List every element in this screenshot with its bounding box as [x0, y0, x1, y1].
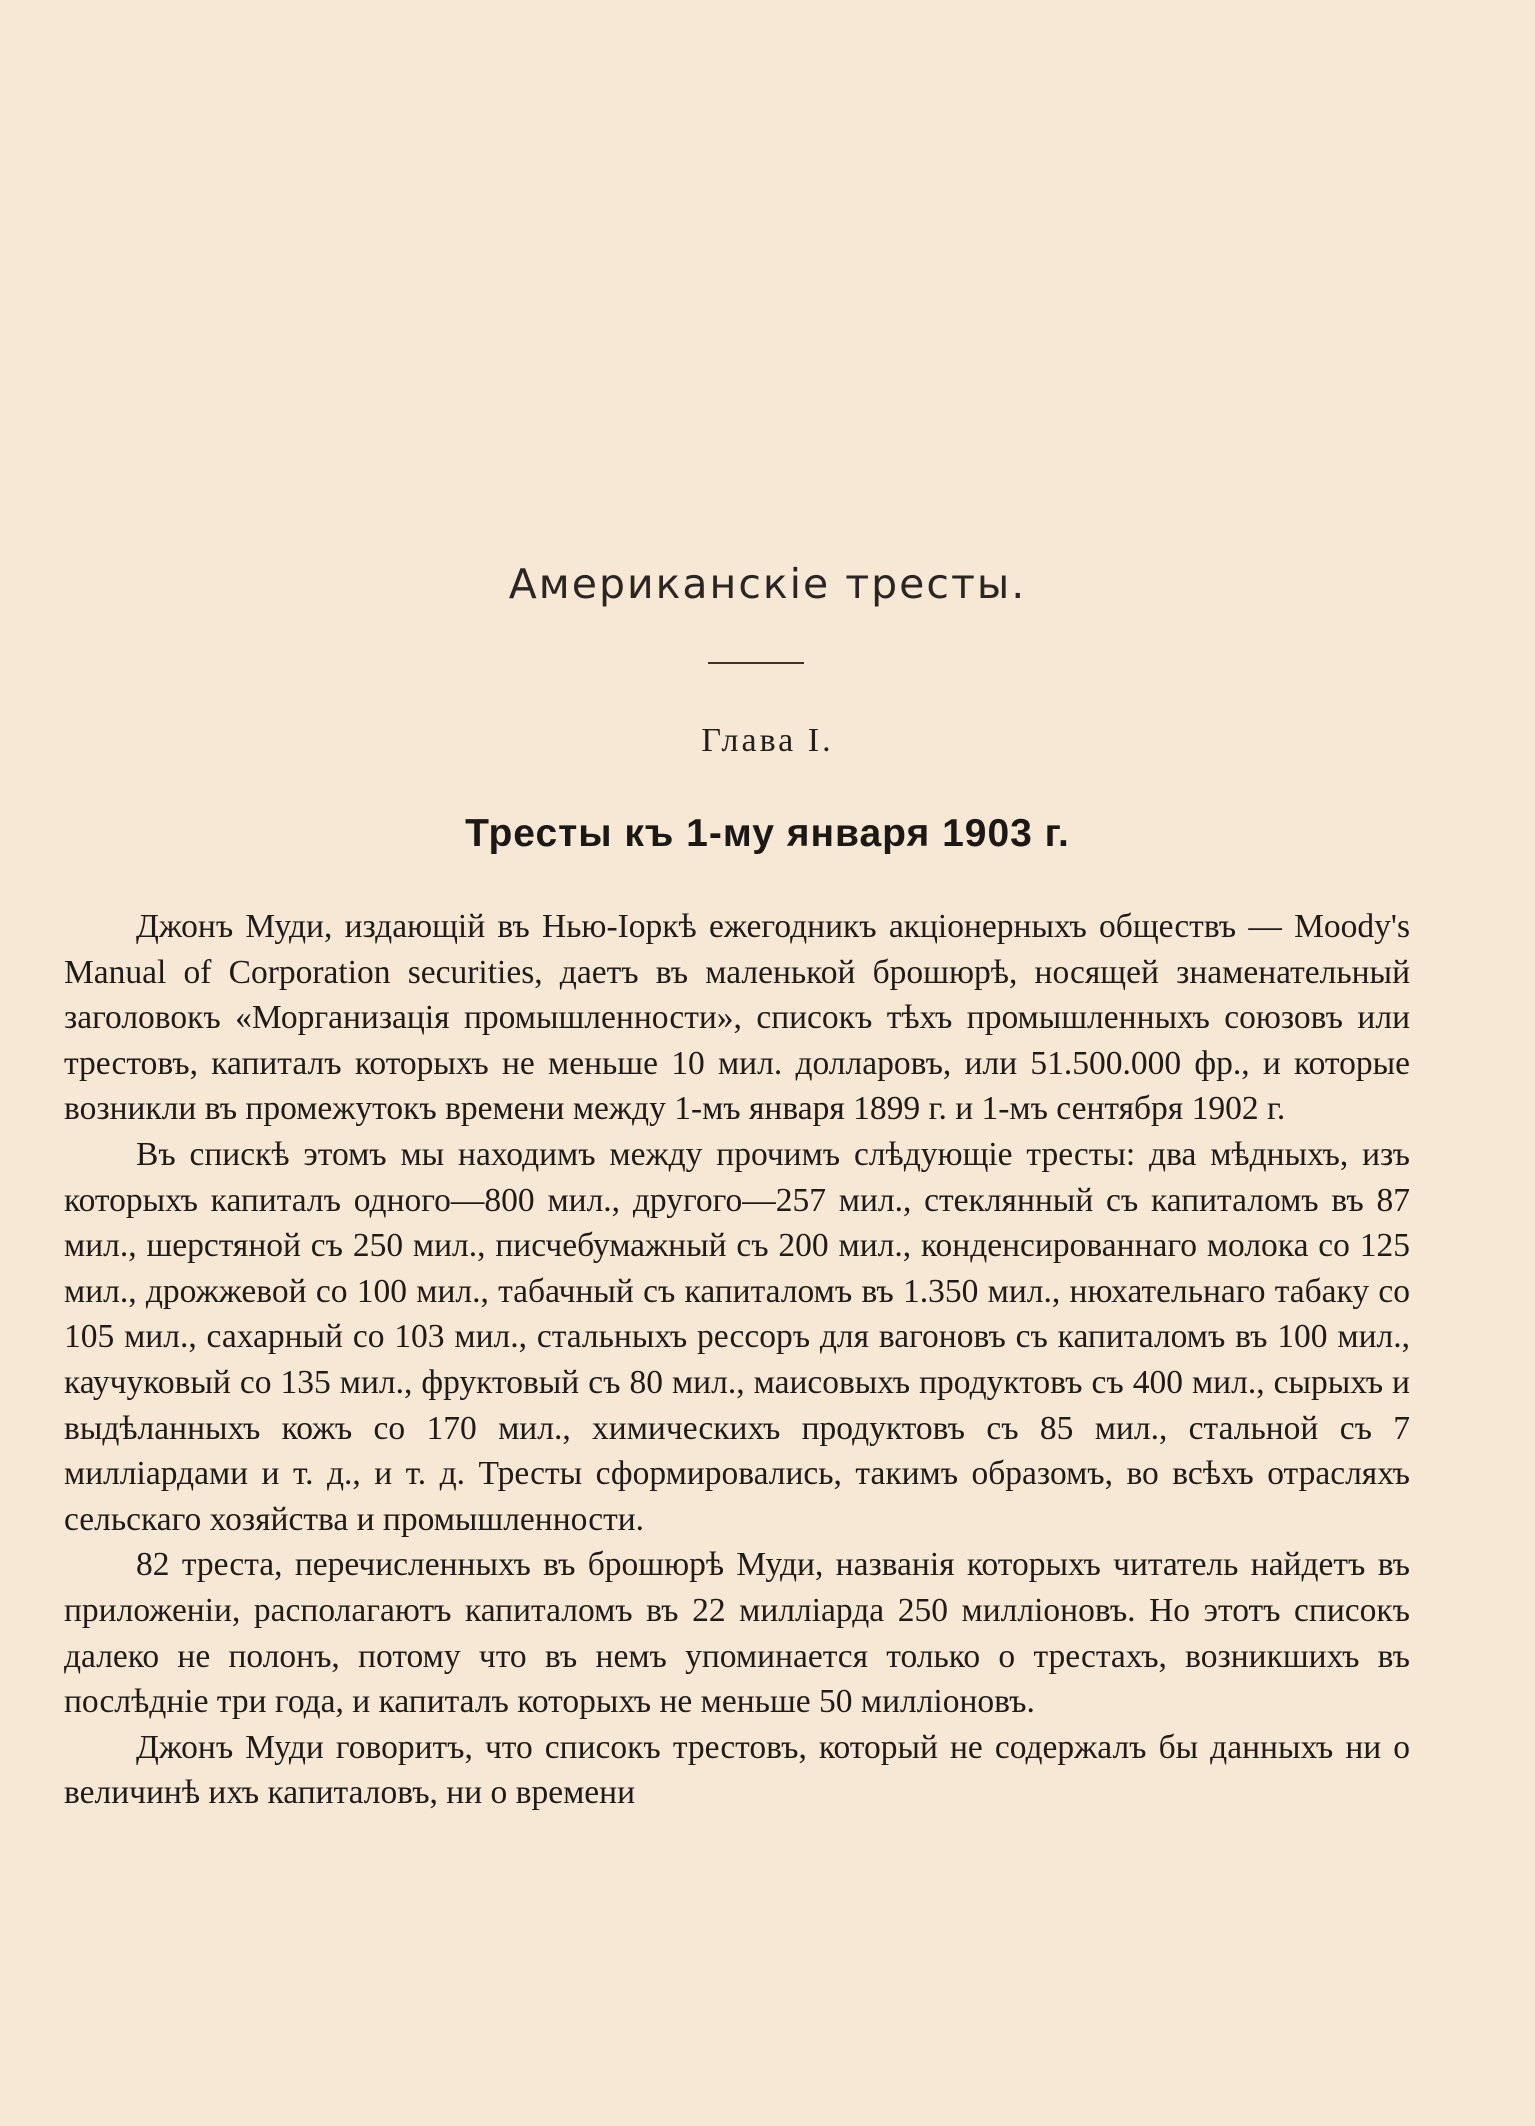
paragraph-3: 82 треста, перечисленныхъ въ брошюрѣ Муди, названія которыхъ читатель найдетъ въ приложеніи, располагаютъ капиталомъ въ 22 милліарда 250 милліоновъ. Но этотъ списокъ далеко не полонъ, потому что въ немъ упоминается только о трестахъ, возникшихъ въ послѣдніе три года, и капиталъ которыхъ не меньше 50 милліоновъ.	[64, 1546, 1410, 1721]
book-title: Американскіе тресты.	[508, 560, 1027, 608]
paragraph-4: Джонъ Муди говоритъ, что списокъ трестовъ, который не содержалъ бы данныхъ ни о величинѣ ихъ капиталовъ, ни о времени	[64, 1728, 1410, 1812]
paragraph-2: Въ спискѣ этомъ мы находимъ между прочимъ слѣдующіе тресты: два мѣдныхъ, изъ которыхъ капиталъ одного—800 мил., другого—257 мил., стеклянный съ капиталомъ въ 87 мил., шерстяной съ 250 мил., писчебумажный съ 200 мил., конденсированнаго молока со 125 мил., дрожжевой со 100 мил., табачный съ капиталомъ въ 1.350 мил., нюхательнаго табаку со 105 мил., сахарный со 103 мил., стальныхъ рессоръ для вагоновъ съ капиталомъ въ 100 мил., каучуковый со 135 мил., фруктовый съ 80 мил., маисовыхъ продуктовъ съ 400 мил., сырыхъ и выдѣланныхъ кожъ со 170 мил., химическихъ продуктовъ съ 85 мил., стальной съ 7 милліардами и т. д., и т. д. Тресты сформировались, такимъ образомъ, во всѣхъ отрасляхъ сельскаго хозяйства и промышленности.	[64, 1135, 1410, 1538]
paragraph-1: Джонъ Муди, издающій въ Нью-Іоркѣ ежегодникъ акціонерныхъ обществъ — Moody's Manual of Corporation securities, даетъ въ маленькой брошюрѣ, носящей знаменательный заголовокъ «Морганизація промышленности», списокъ тѣхъ промышленныхъ союзовъ или трестовъ, капиталъ которыхъ не меньше 10 мил. долларовъ, или 51.500.000 фр., и которые возникли въ промежутокъ времени между 1-мъ января 1899 г. и 1-мъ сентября 1902 г.	[64, 908, 1410, 1128]
body-text	[64, 904, 1410, 1816]
chapter-label: Глава I.	[701, 722, 834, 759]
chapter-title: Тресты къ 1-му января 1903 г.	[465, 812, 1070, 855]
title-divider	[708, 662, 804, 664]
